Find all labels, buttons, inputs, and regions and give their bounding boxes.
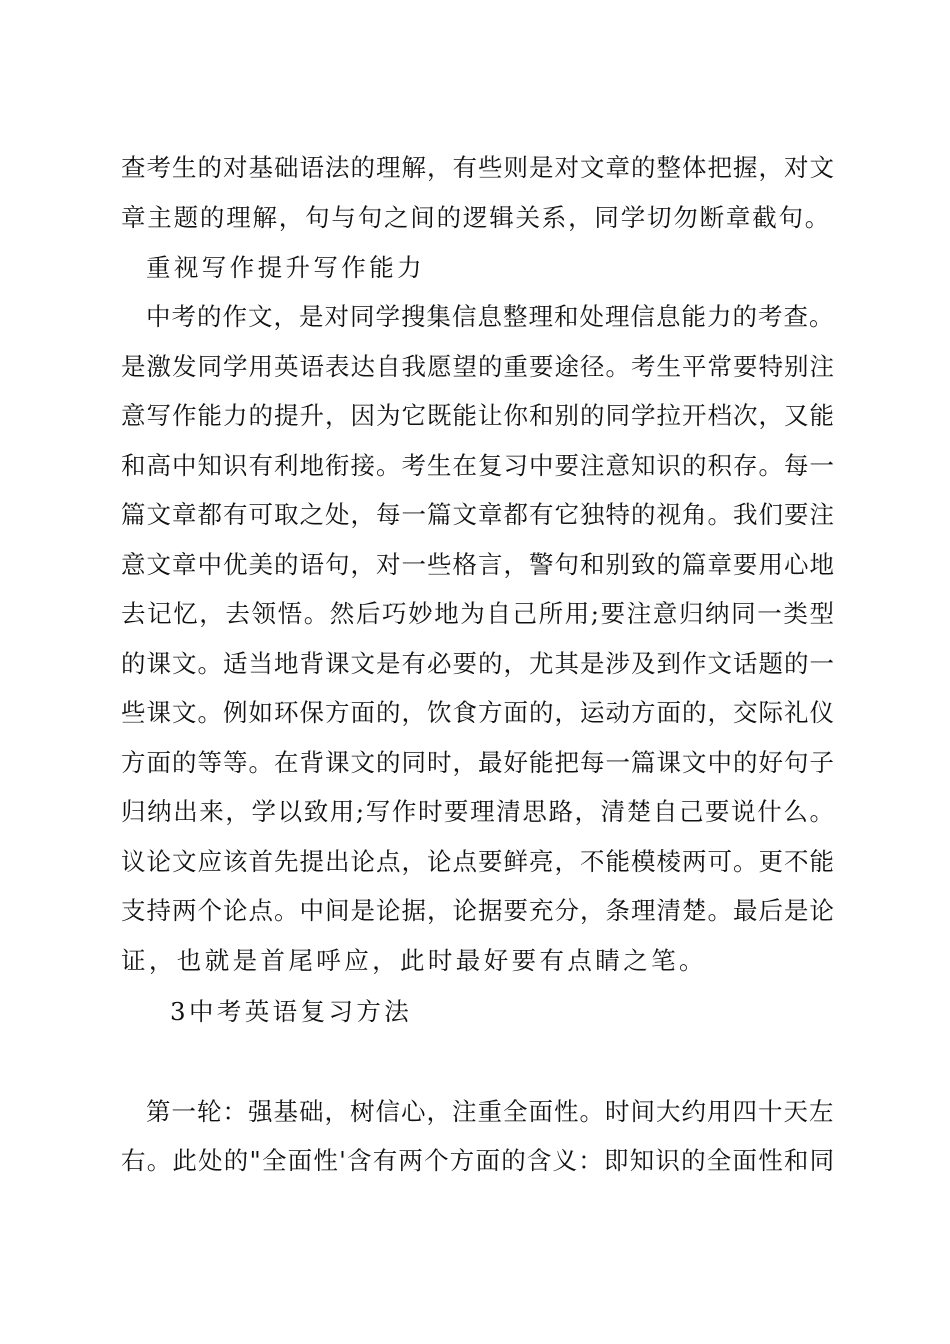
paragraph-line: 意文章中优美的语句，对一些格言，警句和别致的篇章要用心地 [121, 550, 835, 579]
paragraph-line: 意写作能力的提升，因为它既能让你和别的同学拉开档次，又能 [121, 401, 835, 430]
paragraph-line: 支持两个论点。中间是论据，论据要充分，条理清楚。最后是论 [121, 896, 835, 925]
paragraph-line: 些课文。例如环保方面的，饮食方面的，运动方面的，交际礼仪 [121, 698, 835, 727]
paragraph-line: 是激发同学用英语表达自我愿望的重要途径。考生平常要特别注 [121, 352, 835, 381]
paragraph-line: 去记忆，去领悟。然后巧妙地为自己所用;要注意归纳同一类型 [121, 599, 836, 628]
paragraph-line: 查考生的对基础语法的理解，有些则是对文章的整体把握，对文 [121, 153, 835, 182]
paragraph-line: 中考的作文，是对同学搜集信息整理和处理信息能力的考查。 [146, 302, 835, 331]
paragraph-line: 篇文章都有可取之处，每一篇文章都有它独特的视角。我们要注 [121, 500, 835, 529]
paragraph-line: 方面的等等。在背课文的同时，最好能把每一篇课文中的好句子 [121, 748, 835, 777]
paragraph-line: 议论文应该首先提出论点，论点要鲜亮，不能模棱两可。更不能 [121, 847, 835, 876]
paragraph-line: 右。此处的"全面性'含有两个方面的含义：即知识的全面性和同 [121, 1146, 836, 1175]
section-heading: 3中考英语复习方法 [170, 997, 413, 1026]
paragraph-line: 归纳出来，学以致用;写作时要理清思路，清楚自己要说什么。 [121, 797, 836, 826]
section-heading: 重视写作提升写作能力 [146, 253, 425, 282]
paragraph-line: 的课文。适当地背课文是有必要的，尤其是涉及到作文话题的一 [121, 649, 835, 678]
paragraph-line: 证，也就是首尾呼应，此时最好要有点睛之笔。 [121, 946, 707, 975]
paragraph-line: 和高中知识有利地衔接。考生在复习中要注意知识的积存。每一 [121, 451, 835, 480]
paragraph-line: 第一轮：强基础，树信心，注重全面性。时间大约用四十天左 [146, 1097, 835, 1126]
paragraph-line: 章主题的理解，句与句之间的逻辑关系，同学切勿断章截句。 [121, 203, 832, 232]
